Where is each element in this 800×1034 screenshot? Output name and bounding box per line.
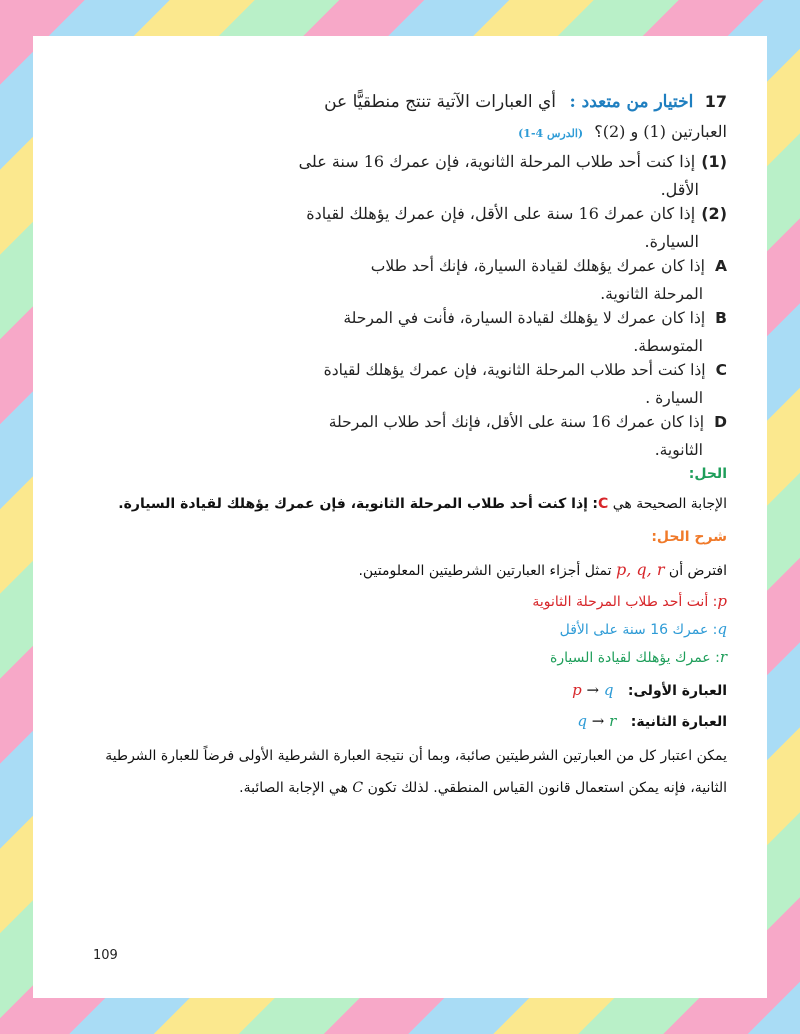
statement-text: إذا كنت أحد طلاب المرحلة الثانوية، فإن عمرك 16 سنة على: [298, 152, 696, 171]
statement-text-line2: الأقل.: [660, 180, 699, 199]
definition-r: [550, 648, 727, 666]
explanation-title: شرح الحل:: [651, 529, 727, 545]
option-text: إذا كان عمرك 16 سنة على الأقل، فإنك أحد طلاب المرحلة: [328, 413, 705, 431]
first-rhs: q: [603, 681, 614, 699]
answer-colon: :: [592, 496, 599, 512]
option-letter: A: [715, 257, 727, 275]
definition-var: p: [717, 592, 727, 610]
statement-text: إذا كان عمرك 16 سنة على الأقل، فإن عمرك يؤهلك لقيادة: [306, 204, 696, 223]
option-text-line2: الثانوية.: [654, 441, 703, 459]
definition-p: [532, 592, 727, 610]
question-prompt-line2-row: [518, 122, 727, 141]
assume-suffix: تمثل أجزاء العبارتين الشرطيتين المعلومتين.: [358, 563, 612, 579]
option-text-line2: المرحلة الثانوية.: [600, 285, 703, 303]
option-c[interactable]: [87, 356, 727, 412]
answer-prefix: الإجابة الصحيحة هي: [612, 496, 727, 512]
second-statement-implication: [577, 712, 727, 730]
paragraph-line2-a: الثانية، فإنه يمكن استعمال قانون القياس المنطقي. لذلك تكون: [367, 780, 727, 796]
first-statement-label: العبارة الأولى:: [627, 683, 727, 699]
option-text-line2: السيارة .: [645, 389, 703, 407]
statement-number: (2): [701, 204, 727, 223]
paragraph-line2: [67, 772, 727, 804]
page-number: 109: [93, 948, 118, 963]
option-text: إذا كان عمرك لا يؤهلك لقيادة السيارة، فأنت في المرحلة: [343, 309, 706, 327]
second-implication: [577, 712, 616, 730]
option-letter: D: [714, 413, 727, 431]
option-text: إذا كنت أحد طلاب المرحلة الثانوية، فإن عمرك يؤهلك لقيادة: [323, 361, 706, 379]
definition-text: : عمرك يؤهلك لقيادة السيارة: [550, 650, 720, 666]
first-lhs: p: [572, 681, 582, 699]
lesson-reference: (الدرس 4-1): [518, 127, 584, 140]
option-a[interactable]: [87, 252, 727, 308]
option-letter: C: [715, 361, 727, 379]
explanation-paragraph: [67, 740, 727, 804]
definition-var: r: [719, 648, 727, 666]
answer-text: إذا كنت أحد طلاب المرحلة الثانوية، فإن عمرك يؤهلك لقيادة السيارة.: [118, 496, 588, 512]
arrow-symbol: →: [586, 681, 600, 699]
statement-2: [87, 200, 727, 256]
question-prompt-line2: العبارتين (1) و (2)؟: [594, 122, 727, 141]
assumption-line: [358, 560, 727, 579]
definition-q: [560, 620, 727, 638]
definition-text: : أنت أحد طلاب المرحلة الثانوية: [532, 594, 718, 610]
question-prompt: أي العبارات الآتية تنتج منطقيًّا عن: [324, 92, 557, 112]
second-rhs: r: [609, 712, 617, 730]
correct-answer: [118, 496, 727, 512]
statement-number: (1): [701, 152, 727, 171]
statement-1: [87, 148, 727, 204]
definition-text: : عمرك 16 سنة على الأقل: [559, 622, 718, 638]
arrow-symbol: →: [591, 712, 605, 730]
second-lhs: q: [577, 712, 588, 730]
option-text-line2: المتوسطة.: [633, 337, 703, 355]
first-statement-implication: [572, 681, 727, 699]
first-implication: [572, 681, 613, 699]
paragraph-var: C: [352, 780, 364, 796]
assume-prefix: افترض أن: [668, 563, 727, 579]
option-b[interactable]: [87, 304, 727, 360]
question-number: 17: [704, 92, 727, 111]
paragraph-line2-b: هي الإجابة الصائبة.: [239, 780, 348, 796]
question-header: [67, 92, 727, 112]
option-text: إذا كان عمرك يؤهلك لقيادة السيارة، فإنك أحد طلاب: [370, 257, 705, 275]
paragraph-line1: يمكن اعتبار كل من العبارتين الشرطيتين صائبة، وبما أن نتيجة العبارة الشرطية الأولى فرضاً للعبارة الشرطية: [105, 748, 727, 764]
solution-title: الحل:: [688, 466, 727, 482]
option-letter: B: [715, 309, 727, 327]
page: [33, 36, 767, 998]
option-d[interactable]: [87, 408, 727, 464]
second-statement-label: العبارة الثانية:: [630, 714, 727, 730]
answer-letter: C: [598, 496, 609, 512]
definition-var: q: [717, 620, 727, 638]
assume-variables: p, q, r: [615, 560, 665, 579]
question-type-label: اختيار من متعدد :: [569, 92, 694, 112]
statement-text-line2: السيارة.: [644, 232, 699, 251]
